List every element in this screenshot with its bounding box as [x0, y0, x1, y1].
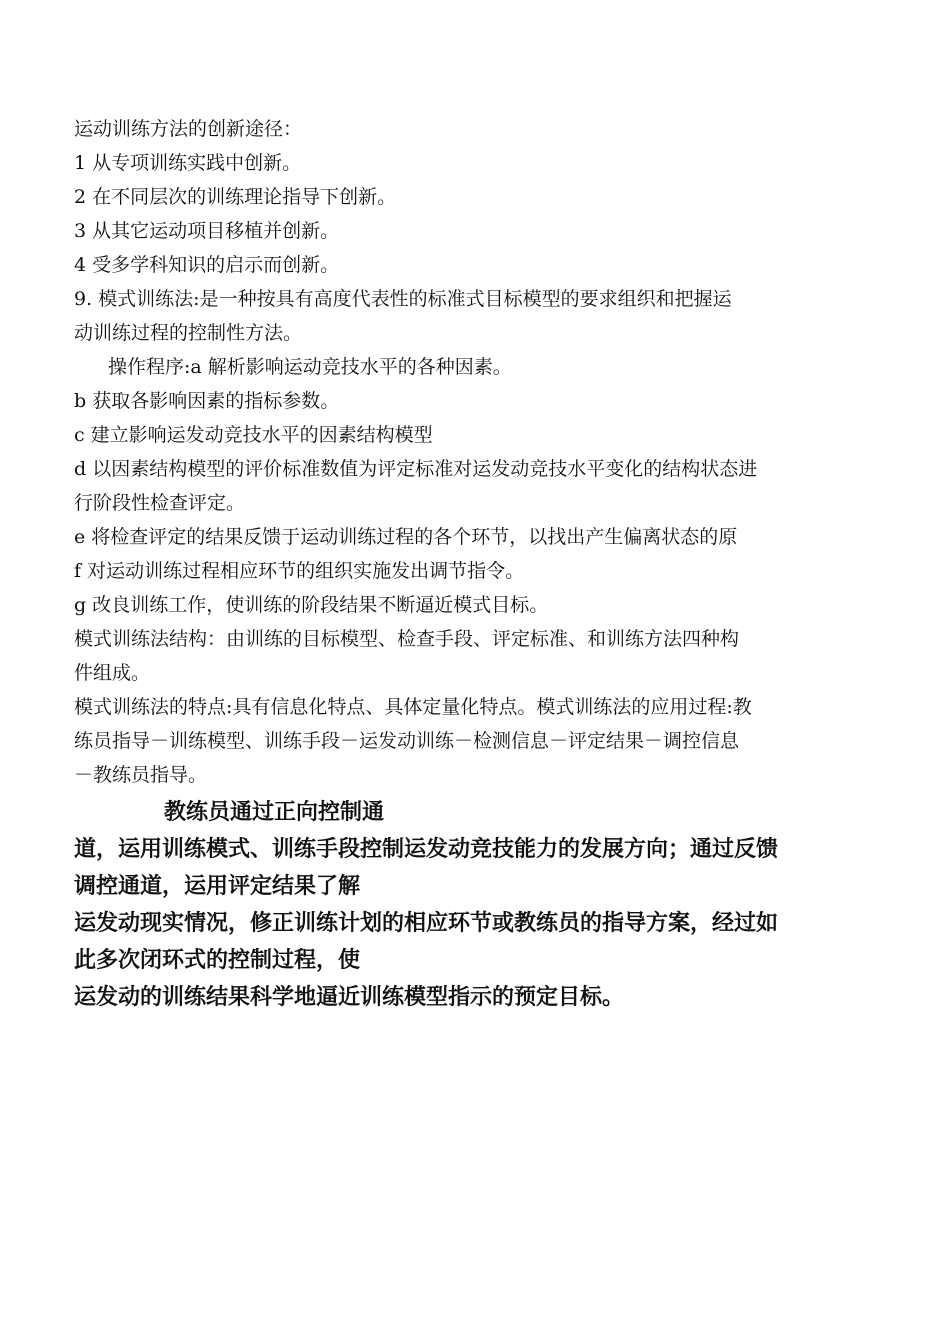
text-line: 行阶段性检查评定。: [74, 492, 246, 514]
bold-text-line: 运发动的训练结果科学地逼近训练模型指示的预定目标。: [74, 985, 625, 1010]
document-body: [74, 112, 874, 1016]
text-line: 4 受多学科知识的启示而创新。: [74, 254, 340, 276]
text-line: 练员指导－训练模型、训练手段－运发动训练－检测信息－评定结果－调控信息: [74, 730, 740, 752]
bold-text-line: 教练员通过正向控制通: [164, 800, 385, 825]
bold-text-line: 此多次闭环式的控制过程，使: [74, 948, 361, 973]
text-line: 运动训练方法的创新途径：: [74, 118, 303, 140]
text-line: 模式训练法结构：由训练的目标模型、检查手段、评定标准、和训练方法四种构: [74, 628, 740, 650]
text-line: e 将检查评定的结果反馈于运动训练过程的各个环节，以找出产生偏离状态的原: [74, 526, 738, 548]
text-line: 2 在不同层次的训练理论指导下创新。: [74, 186, 397, 208]
bold-text-line: 运发动现实情况，修正训练计划的相应环节或教练员的指导方案，经过如: [74, 911, 779, 936]
text-line: c 建立影响运发动竞技水平的因素结构模型: [74, 424, 433, 446]
bold-text-line: 调控通道，运用评定结果了解: [74, 874, 361, 899]
text-line: f 对运动训练过程相应环节的组织实施发出调节指令。: [74, 560, 525, 582]
text-line: 1 从专项训练实践中创新。: [74, 152, 302, 174]
text-line: b 获取各影响因素的指标参数。: [74, 390, 340, 412]
text-line: 操作程序:a 解析影响运动竞技水平的各种因素。: [108, 356, 512, 378]
text-line: 9. 模式训练法:是一种按具有高度代表性的标准式目标模型的要求组织和把握运: [74, 288, 732, 310]
text-line: －教练员指导。: [74, 764, 208, 786]
bold-paragraph: [74, 794, 874, 1016]
bold-text-line: 道，运用训练模式、训练手段控制运发动竞技能力的发展方向；通过反馈: [74, 837, 779, 862]
text-line: 件组成。: [74, 662, 151, 684]
text-line: 模式训练法的特点:具有信息化特点、具体定量化特点。模式训练法的应用过程:教: [74, 696, 752, 718]
text-line: g 改良训练工作，使训练的阶段结果不断逼近模式目标。: [74, 594, 549, 616]
text-line: 动训练过程的控制性方法。: [74, 322, 303, 344]
text-line: d 以因素结构模型的评价标准数值为评定标准对运发动竞技水平变化的结构状态进: [74, 458, 758, 480]
text-line: 3 从其它运动项目移植并创新。: [74, 220, 340, 242]
